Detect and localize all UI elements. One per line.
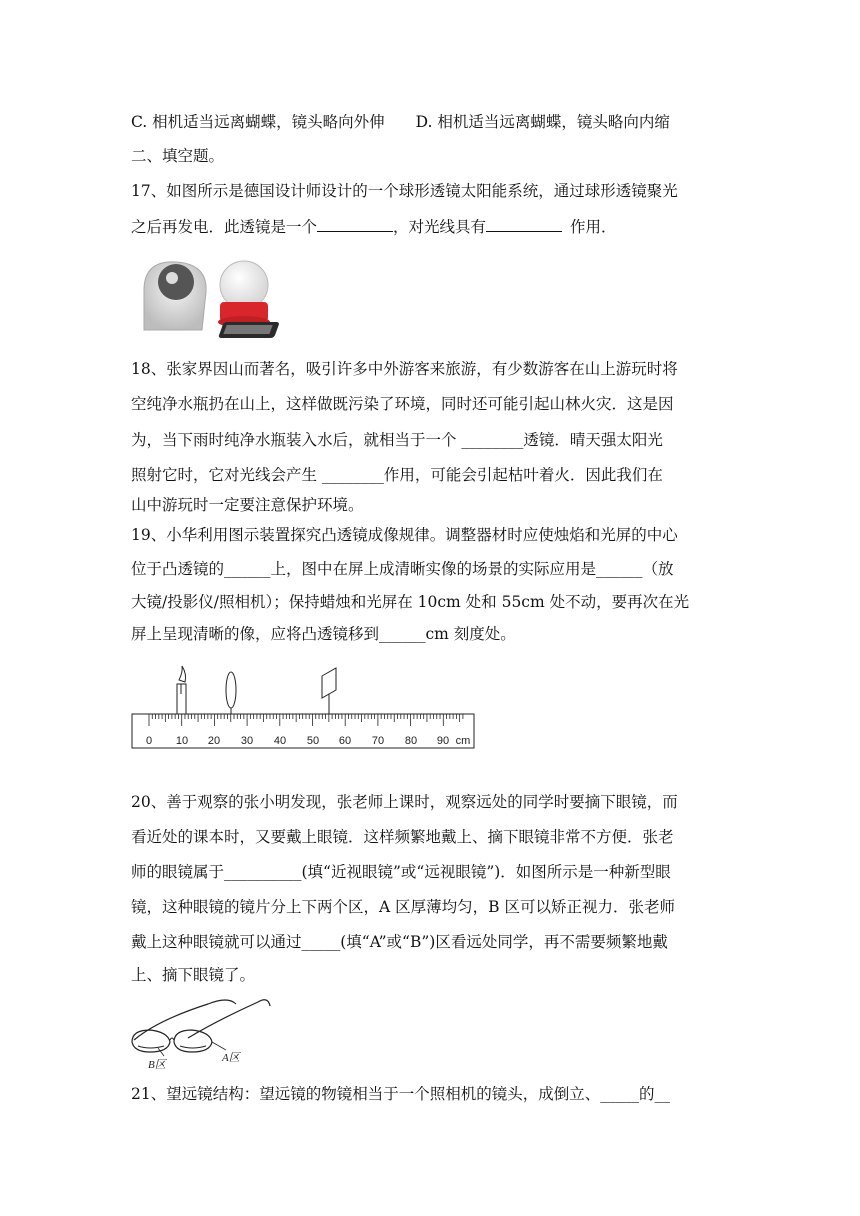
q17-blank-1 [317,216,393,232]
glasses-label-b: B区 [148,1059,166,1071]
ruler-label-30: 30 [240,735,254,747]
ruler-label-50: 50 [306,735,320,747]
question-20-line-1: 20、善于观察的张小明发现，张老师上课时，观察远处的同学时要摘下眼镜，而 [131,793,678,811]
question-19-line-2: 位于凸透镜的______上，图中在屏上成清晰实像的场景的实际应用是______（放 [131,560,674,578]
question-19-line-4: 屏上呈现清晰的像，应将凸透镜移到______cm 刻度处。 [131,625,516,643]
question-18-line-2: 空纯净水瓶扔在山上，这样做既污染了环境，同时还可能引起山林火灾．这是因 [131,395,674,413]
ruler-label-0: 0 [145,735,153,747]
q17-text-a: 之后再发电．此透镜是一个 [131,218,318,236]
question-17-line-2 [131,216,617,237]
section-heading-fill-in: 二、填空题。 [131,147,225,165]
light-screen-icon [322,668,336,714]
line-choice-cd: C. 相机适当远离蝴蝶，镜头略向外伸 D. 相机适当远离蝴蝶，镜头略向内缩 [131,113,670,131]
ruler-label-90: 90 [436,735,450,747]
glasses-label-a: A区 [222,1052,240,1064]
question-18-line-5: 山中游玩时一定要注意保护环境。 [131,496,364,514]
question-19-line-1: 19、小华利用图示装置探究凸透镜成像规律。调整器材时应使烛焰和光屏的中心 [131,526,678,544]
ruler-label-70: 70 [371,735,385,747]
optical-bench-figure [130,662,478,752]
question-21-line-1: 21、望远镜结构：望远镜的物镜相当于一个照相机的镜头，成倒立、_____的__ [131,1085,670,1103]
question-19-line-3: 大镜/投影仪/照相机）；保持蜡烛和光屏在 10cm 处和 55cm 处不动，要再次在光 [131,593,690,611]
q17-text-b: ，对光线具有 [393,218,487,236]
question-17-line-1: 17、如图所示是德国设计师设计的一个球形透镜太阳能系统，通过球形透镜聚光 [131,182,678,200]
question-20-line-3: 师的眼镜属于__________(填“近视眼镜”或“远视眼镜”)．如图所示是一种新型眼 [131,863,671,881]
ruler-label-80: 80 [404,735,418,747]
question-18-line-4: 照射它时，它对光线会产生 ________作用，可能会引起枯叶着火．因此我们在 [131,466,663,484]
question-18-line-1: 18、张家界因山而著名，吸引许多中外游客来旅游，有少数游客在山上游玩时将 [131,360,678,378]
question-18-line-3: 为，当下雨时纯净水瓶装入水后，就相当于一个 ________透镜．晴天强太阳光 [131,431,663,449]
ruler-ticks [149,714,463,726]
q17-text-c: 作用． [570,218,617,236]
question-20-line-5: 戴上这种眼镜就可以通过_____(填“A”或“B”)区看远处同学，再不需要频繁地戴 [131,933,668,951]
sphere-lens-solar-figure [136,250,326,342]
ruler-label-10: 10 [175,735,189,747]
q17-blank-2 [486,216,562,232]
ruler-label-60: 60 [338,735,352,747]
question-20-line-4: 镜，这种眼镜的镜片分上下两个区，A 区厚薄均匀，B 区可以矫正视力．张老师 [131,898,675,916]
ruler-label-20: 20 [207,735,221,747]
question-20-line-2: 看近处的课本时，又要戴上眼镜．这样频繁地戴上、摘下眼镜非常不方便．张老 [131,828,674,846]
convex-lens-icon [226,672,236,714]
ruler-labels [146,735,470,747]
question-20-line-6: 上、摘下眼镜了。 [131,966,256,984]
glasses-figure [128,990,278,1072]
ruler-unit: cm [455,735,471,747]
candle-icon [177,666,186,714]
ruler-label-40: 40 [273,735,287,747]
